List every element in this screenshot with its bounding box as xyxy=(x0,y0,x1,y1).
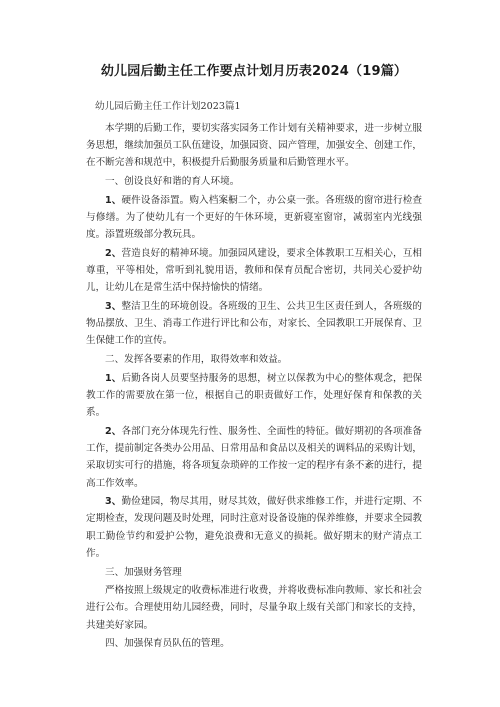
body-paragraph xyxy=(86,192,422,244)
document-title: 幼儿园后勤主任工作要点计划月历表2024（19篇） xyxy=(100,64,408,79)
document-body xyxy=(86,120,422,653)
section-heading xyxy=(105,173,422,190)
item-number: 3、 xyxy=(105,301,122,313)
section-heading xyxy=(105,351,422,368)
paragraph-text: 后勤各岗人员要坚持服务的思想，树立以保教为中心的整体观念，把保教工作的需要放在第一位，根据自己的职责做好工作，处理好保育和保教的关系。 xyxy=(86,372,422,419)
body-paragraph xyxy=(86,370,422,422)
section-heading xyxy=(105,564,422,581)
paragraph-text: 二、发挥各要素的作用，取得效率和效益。 xyxy=(105,354,288,366)
item-number: 2、 xyxy=(105,425,122,437)
body-paragraph xyxy=(86,582,422,634)
item-number: 1、 xyxy=(105,194,122,206)
paragraph-text: 各部门充分体现先行性、服务性、全面性的特征。做好期初的各项准备工作，提前制定各类办公用品、日常用品和食品以及相关的调料品的采购计划，采取切实可行的措施，将各项复杂琐碎的工作按一定的程序有条不紊的进行，提高工作效率。 xyxy=(86,425,422,489)
item-number: 3、 xyxy=(105,496,122,508)
item-number: 2、 xyxy=(105,247,122,259)
body-paragraph xyxy=(86,245,422,297)
paragraph-text: 本学期的后勤工作，要切实落实园务工作计划有关精神要求，进一步树立服务思想，继续加强员工队伍建设，加强园资、园产管理，加强安全、创建工作，在不断完善和规范中，积极提升后勤服务质量和后勤管理水平。 xyxy=(86,123,422,169)
paragraph-text: 严格按照上级规定的收费标准进行收费，并将收费标准向教师、家长和社会进行公布。合理使用幼儿园经费，同时，尽量争取上级有关部门和家长的支持，共建美好家园。 xyxy=(86,585,422,631)
section-heading xyxy=(105,635,422,652)
paragraph-text: 整洁卫生的环境创设。各班级的卫生、公共卫生区责任到人，各班级的物品摆放、卫生、消毒工作进行评比和公布，对家长、全园教职工开展保育、卫生保健工作的宣传。 xyxy=(86,301,422,347)
item-number: 1、 xyxy=(105,372,122,384)
body-paragraph xyxy=(86,298,422,350)
body-paragraph xyxy=(86,493,422,562)
document-subtitle: 幼儿园后勤主任工作计划2023篇1 xyxy=(95,101,241,112)
body-paragraph xyxy=(86,423,422,492)
paragraph-text: 勤俭建园，物尽其用，财尽其效，做好供求维修工作，并进行定期、不定期检查，发现问题及时处理，同时注意对设备设施的保养维修，并要求全园教职工勤俭节约和爱护公物，避免浪费和无意义的损耗。做好期末的财产清点工作。 xyxy=(86,496,422,559)
paragraph-text: 营造良好的精神环境。加强园风建设，要求全体教职工互相关心，互相尊重，平等相处，常听到礼貌用语，教师和保育员配合密切，共同关心爱护幼儿，让幼儿在是常生活中保持愉快的情绪。 xyxy=(86,247,422,294)
body-paragraph xyxy=(86,120,422,172)
paragraph-text: 硬件设备添置。购入档案橱二个，办公桌一张。各班级的窗帘进行检查与修缮。为了使幼儿有一个更好的午休环境，更新寝室窗帘，减弱室内光线强度。添置班级部分教玩具。 xyxy=(86,194,422,241)
paragraph-text: 四、加强保育员队伍的管理。 xyxy=(105,638,230,650)
paragraph-text: 三、加强财务管理 xyxy=(105,566,182,578)
paragraph-text: 一、创设良好和谐的育人环境。 xyxy=(105,176,240,188)
